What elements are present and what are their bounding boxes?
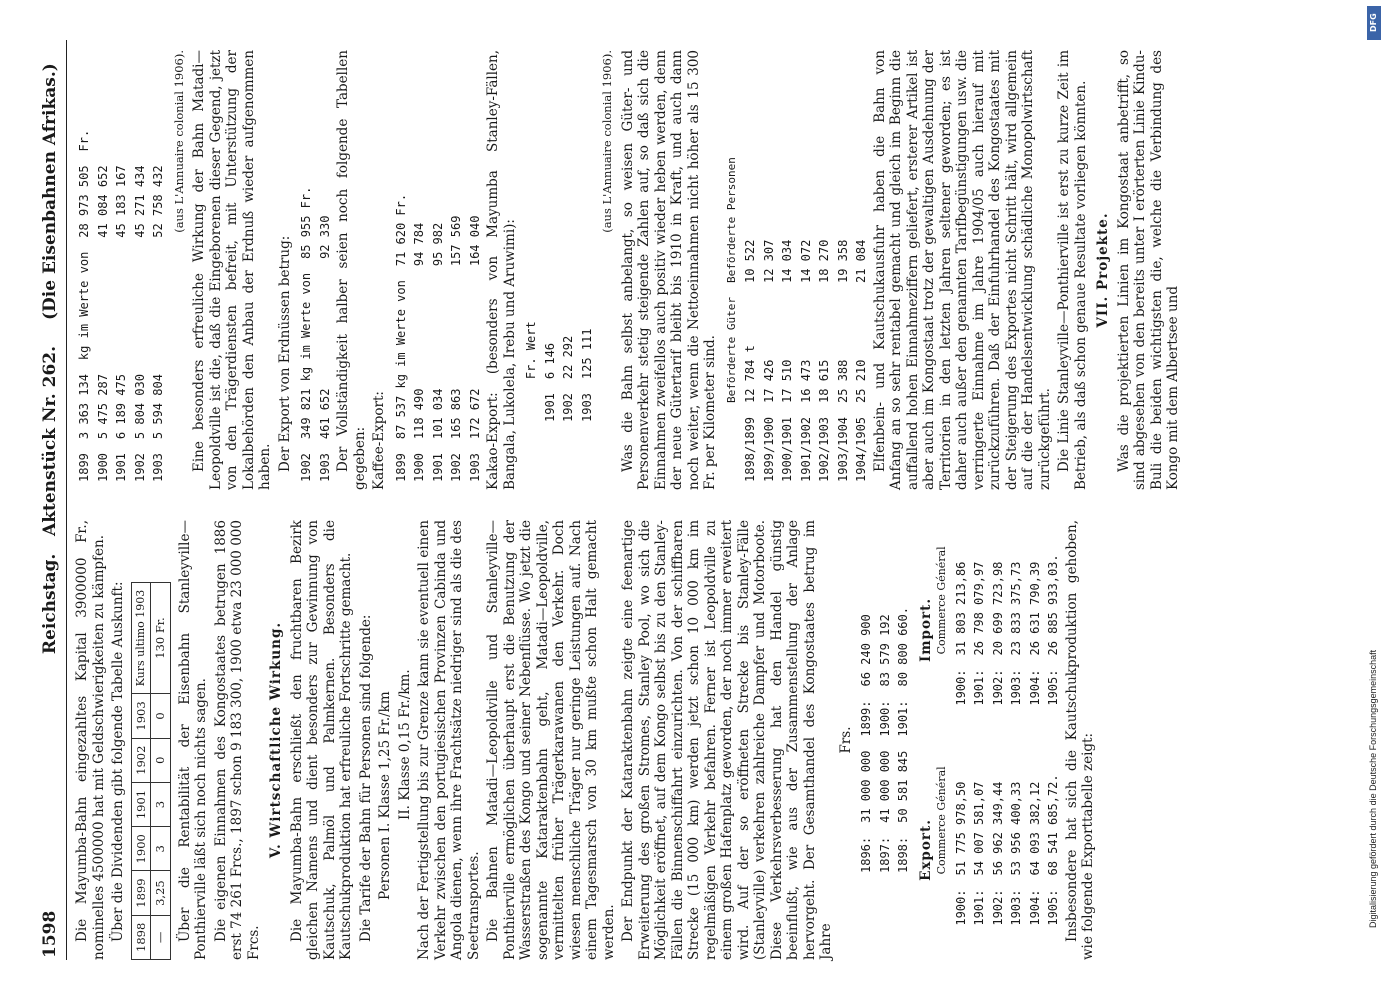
table-cell: 6 146 (542, 342, 557, 380)
table-row (990, 548, 1007, 711)
total-trade-table (856, 599, 914, 881)
table-cell: 23 833 375,73 (1009, 561, 1023, 656)
table-cell: 1900 (412, 453, 426, 482)
table-cell: kg im Werte von (77, 251, 91, 361)
table-cell: 1904/1905 (854, 416, 868, 482)
header-left: Reichstag. (40, 553, 60, 655)
export-heading: Export. (917, 819, 934, 881)
table-cell: 1899 (77, 453, 91, 482)
table-row (132, 124, 149, 488)
coffee-heading: Kaffee-Export: (371, 391, 387, 490)
dividend-year: 1900 (131, 827, 151, 871)
table-cell: 94 784 (412, 222, 426, 267)
table-row (95, 124, 112, 488)
digitization-credit: Digitalisierung gefördert durch die Deutsche Forschungsgemeinschaft (1368, 649, 1378, 928)
table-cell: 1898/1899 (743, 416, 757, 482)
table-cell: 1902: (990, 889, 1005, 926)
table-row (467, 188, 484, 488)
table-row (990, 768, 1007, 931)
table-cell (113, 124, 130, 158)
table-cell: 1902 (561, 393, 575, 422)
table-cell (95, 124, 112, 158)
table-row (895, 601, 912, 879)
table-cell: 64 093 382,12 (1027, 781, 1042, 876)
projects-paragraph: Was die projektierten Linien im Kongostaat anbetrifft, so sind abgesehen von den bereits unter I erörterten Linie Kindu-Buli die beiden wichtigsten die, welche die Verbindung des Kongo mit dem Albertsee und (1115, 50, 1181, 490)
table-row (761, 151, 778, 488)
table-row (1027, 768, 1044, 931)
table-cell: 157 569 (449, 215, 463, 267)
table-row (779, 151, 796, 488)
table-row (1045, 768, 1062, 931)
export-table (951, 766, 1064, 933)
table-cell: 1905: (1046, 889, 1060, 926)
header-right: (Die Eisenbahnen Afrikas.) (40, 63, 60, 320)
tariff-line: Personen I. Klasse 1,25 Fr./km (377, 691, 393, 900)
table-cell: 1903 (467, 453, 482, 482)
table-cell: 95 982 (430, 222, 445, 267)
table-row (953, 768, 970, 931)
table-row (953, 548, 970, 711)
table-cell: 1901 (114, 453, 128, 482)
table-cell: 56 962 349,44 (990, 781, 1005, 876)
table-cell: 1901 (542, 393, 557, 422)
table-row (1008, 768, 1025, 931)
table-cell: 1897: (877, 836, 892, 873)
table-cell: 1900: (953, 889, 968, 926)
table-cell: 1901: (972, 889, 986, 926)
table-cell: 1902/1903 (817, 416, 831, 482)
dividend-years-row (131, 582, 151, 959)
dividend-year: 1903 (131, 694, 151, 738)
table-cell: 1901: (896, 700, 910, 737)
left-column (74, 520, 1100, 960)
table-cell: 5 594 804 (151, 374, 165, 440)
table-row (411, 188, 428, 488)
rotated-document-page (40, 40, 1350, 960)
table-cell (150, 246, 167, 366)
section-vii-heading: VII. Projekte. (1095, 212, 1111, 328)
traffic-paragraph: Was die Bahn selbst anbelangt, so weisen Güter- und Personenverkehr stetig steigende Zahlen auf, so daß sich die Einnahmen zweifellos auch positiv wieder heben werden, denn der neue Gütertarif bleibt bis 1910 in Kraft, und auch dann noch weiter, wenn die Nettoeinnahmen nicht höher als 15 300 Fr. per Kilometer sind. (619, 50, 718, 490)
table-row (76, 124, 93, 488)
table-cell: 66 240 900 (859, 614, 873, 687)
table-cell: 12 784 t (743, 345, 757, 403)
table-cell: 1901 (430, 453, 445, 482)
table-row (858, 601, 875, 879)
table-cell: 45 183 167 (114, 165, 128, 238)
table-cell: 1899 (393, 453, 408, 482)
table-cell: 26 798 079,97 (972, 561, 986, 656)
table-cell: 17 510 (780, 359, 794, 403)
ivory-paragraph: Elfenbein- und Kautschukausfuhr haben die Bahn von Anfang an so sehr rentabel gemacht und gleich im Beginn die auffallend hohen Einnahmeziffern geliefert, ersterer Artikel ist aber auch im Kongostaat trotz der gewaltigen Ausdehnung der Territorien in den letzten Jahren seltener geworden; es ist daher auch außer den genannten Tarifbegünstigungen usw. die verringerte Einnahme im Jahre 1904/05 auch hierauf mit zurückzuführen. Daß der Einfuhrhandel des Kongostaates mit der Steigerung des Exportes nicht Schritt hält, wird allgemein auf die der Handelsentwicklung schädliche Monopolwirtschaft zurückgeführt. (871, 50, 1053, 490)
table-cell: 17 426 (761, 359, 776, 403)
table-row (971, 768, 988, 931)
table-cell: 92 330 (317, 215, 332, 259)
table-cell: 45 271 434 (132, 165, 147, 238)
dividend-value: — (151, 915, 171, 959)
table-row (560, 315, 577, 428)
table-cell: 83 579 192 (877, 614, 892, 687)
table-cell: 125 111 (579, 328, 594, 380)
peanut-intro: Der Export von Erdnüssen betrug: (276, 235, 293, 472)
table-cell: 68 541 685,72. (1046, 774, 1060, 876)
dividend-year: 1901 (131, 782, 151, 826)
header-center: Aktenstück Nr. 262. (40, 345, 60, 536)
intro-paragraph: Die Mayumba-Bahn eingezahltes Kapital 3900000 Fr., nominelles 4500000 hat mit Geldschwierigkeiten zu kämpfen. (74, 520, 107, 960)
table-cell: 1903 (151, 453, 165, 482)
section-v-paragraph: Der Endpunkt der Kataraktenbahn zeigte eine feenartige Erweiterung des großen Stromes, Stanley Pool, wo sich die Möglichkeit eröffnet, auf dem Kongo selbst bis zu den Stanley-Fällen die Binnenschiffahrt einzurichten. Von der schiffbaren Strecke (15 000 km) werden jetzt schon 10 000 km im regelmäßigen Verkehr befahren. Ferner ist Leopoldville zu einem großen Hafenplatz geworden, der noch immer erweitert wird. Auf der so eröffneten Strecke bis Stanley-Fälle (Stanleyville) verkehren zahlreiche Dampfer und Motorboote. Diese Verkehrsverbesserung hat den Handel günstig beeinflußt, wie aus der Zusammenstellung der Anlage hervorgeht. Der Gesamthandel des Kongostaates betrug im Jahre (620, 520, 834, 960)
section-v-paragraph: Die Mayumba-Bahn erschließt den fruchtbaren Bezirk gleichen Namens und dient besonders zur Gewinnung von Kautschuk, Palmöl und Palmkernen. Besonders die Kautschukproduktion hat erfreuliche Fortschritte gemacht. (288, 520, 354, 960)
table-cell: 1902 (132, 453, 147, 482)
peanut-table (296, 179, 335, 490)
table-cell: 1900/1901 (780, 416, 794, 482)
table-cell: 25 388 (835, 359, 850, 403)
table-cell: 1903 (579, 393, 594, 422)
table-cell: 31 000 000 (859, 750, 873, 823)
table-row (853, 151, 870, 488)
table-cell: 1898: (896, 836, 910, 873)
tariff-intro: Die Tarife der Bahn für Personen sind folgende: (357, 614, 374, 942)
table-cell: 1903: (1009, 889, 1023, 926)
import-table (951, 546, 1064, 713)
table-row (150, 124, 167, 488)
table-cell: Fr. (77, 129, 91, 152)
table-row (1027, 548, 1044, 711)
table-cell (132, 124, 149, 158)
table-cell: 31 803 213,86 (953, 561, 968, 656)
cocoa-source: (aus L'Annuaire colonial 1906). (600, 50, 614, 233)
table-cell: 52 758 432 (151, 165, 165, 238)
table-cell: 1900 (95, 453, 110, 482)
table-cell: 12 307 (761, 239, 776, 283)
table-row (393, 188, 410, 488)
table-cell: 1905: (1046, 669, 1060, 706)
table-row (816, 151, 833, 488)
table-cell: 54 007 581,07 (972, 781, 986, 876)
page-number: 1598 (40, 910, 60, 958)
table-cell: 1904: (1027, 669, 1042, 706)
table-cell: 1899: (859, 700, 873, 737)
section-v-paragraph: Nach der Fertigstellung bis zur Grenze kann sie eventuell einen Verkehr zwischen den portugiesischen Provinzen Cabinda und Angola dienen, wenn ihre Frachtsätze niedriger sind als die des Seetransportes. (416, 520, 482, 960)
table-cell: 118 490 (412, 388, 426, 440)
table-row (835, 151, 852, 488)
table-cell (724, 411, 741, 488)
dividend-value: 130 Fr. (151, 582, 171, 694)
table-cell: 1902: (990, 669, 1005, 706)
table-row (430, 188, 447, 488)
table-row (1008, 548, 1025, 711)
revenue-paragraph: Die eigenen Einnahmen des Kongostaates betrugen 1886 erst 74 261 Frcs., 1897 schon 9 183 300, 1900 etwa 23 000 000 Frcs. (212, 520, 262, 960)
table-cell: 80 800 660. (896, 607, 910, 687)
table-cell: 1902 (449, 453, 463, 482)
dividend-year: 1898 (131, 915, 151, 959)
dividend-value: 3 (151, 782, 171, 826)
export-col-head: Commerce Général (935, 766, 948, 875)
table-cell: 1903: (1009, 669, 1023, 706)
export-import-tables (918, 520, 1064, 960)
table-cell: 25 210 (854, 359, 868, 403)
table-cell: 22 292 (561, 335, 575, 380)
dividend-intro: Über die Dividenden gibt folgende Tabelle Auskunft: (110, 581, 126, 942)
table-cell: 21 084 (854, 239, 868, 283)
table-cell: 18 615 (817, 359, 831, 403)
table-cell: 14 072 (798, 239, 813, 283)
table-row (877, 601, 894, 879)
table-cell: 10 522 (743, 239, 757, 283)
table-cell (150, 124, 167, 158)
dividend-value: 3 (151, 827, 171, 871)
table-cell: 1901/1902 (798, 416, 813, 482)
export-block (918, 766, 1064, 933)
dividend-year: Kurs ultimo 1903 (131, 582, 151, 694)
dividend-value: 0 (151, 738, 171, 782)
table-cell: 1900: (877, 700, 892, 737)
table-cell: 26 631 790,39 (1027, 561, 1042, 656)
table-row (742, 151, 759, 488)
dividend-values-row (151, 582, 171, 959)
table-row (1045, 548, 1062, 711)
table-cell: Beförderte Personen (724, 157, 738, 283)
dividend-value: 0 (151, 694, 171, 738)
table-cell: 26 885 933,03. (1046, 554, 1060, 656)
cocoa-table (521, 313, 597, 430)
table-cell: 172 672 (467, 388, 482, 440)
table-cell: 41 084 652 (95, 165, 110, 238)
table-row (298, 181, 315, 488)
closing-paragraph: Insbesondere hat sich die Kautschukproduktion gehoben, wie folgende Exporttabelle zeigt: (1063, 520, 1096, 960)
running-header (40, 40, 67, 960)
table-cell: 101 034 (430, 388, 445, 440)
coffee-table (391, 186, 486, 490)
table-cell (95, 246, 112, 366)
table-cell: 1903 (317, 453, 332, 482)
table-cell: 1900: (953, 669, 968, 706)
stanleyville-paragraph: Die Linie Stanleyville—Ponthierville ist erst zu kurze Zeit im Betrieb, als daß schon genaue Resultate vorliegen könnten. (1056, 50, 1089, 490)
table-cell: 6 189 475 (114, 374, 128, 440)
import-heading: Import. (917, 597, 934, 663)
table-cell: 14 034 (780, 239, 794, 283)
table-cell: 1904: (1027, 889, 1042, 926)
table-cell: 1901: (972, 669, 986, 706)
import-col-head: Commerce Général (935, 546, 948, 655)
dividend-value: 3,25 (151, 871, 171, 915)
table-cell (113, 246, 130, 366)
rentability-paragraph: Über die Rentabilität der Eisenbahn Stanleyville—Ponthierville läßt sich noch nichts sagen. (176, 520, 209, 960)
table-cell: 41 000 000 (877, 750, 892, 823)
tariff-line: II. Klasse 0,15 Fr./km. (396, 669, 413, 820)
table-cell: 71 620 Fr. (393, 193, 408, 267)
section-v-paragraph: Die Bahnen Matadi—Leopoldville und Stanleyville—Ponthierville ermöglichen überhaupt erst die Benutzung der Wasserstraßen des Kongo und seiner Nebenflüsse. Wo jetzt die sogenannte Kataraktenbahn geht, Matadi—Leopoldville, vermittelten früher Trägerkarawanen den Verkehr. Doch wiesen menschliche Träger nur geringe Leistungen auf. Nach einem Tagesmarsch von 30 km mußte schon Halt gemacht werden. (485, 520, 617, 960)
table-cell: 165 863 (449, 388, 463, 440)
table-cell: 19 358 (835, 239, 850, 283)
table-cell: 5 475 287 (95, 374, 110, 440)
dividend-table (131, 582, 171, 960)
table-cell: 50 581 845 (896, 750, 910, 823)
table-cell: 3 363 134 (77, 374, 91, 440)
table-cell (132, 246, 149, 366)
tables-intro: Der Vollständigkeit halber seien noch folgende Tabellen gegeben: (335, 50, 368, 490)
table-row (317, 181, 334, 488)
section-v-heading: V. Wirtschaftliche Wirkung. (268, 621, 284, 859)
table-row (523, 315, 540, 428)
table-cell: 164 040 (467, 215, 482, 267)
table-cell: 53 956 400,33 (1009, 781, 1023, 876)
table-cell: 85 955 Fr. (299, 186, 313, 259)
table-cell: Beförderte Güter (724, 297, 738, 403)
table-row (542, 315, 559, 428)
table-cell: 28 973 505 (77, 165, 91, 238)
table-row (579, 315, 596, 428)
import-block (918, 546, 1064, 713)
rubber-source: (aus L'Annuaire colonial 1906). (171, 50, 186, 233)
table-cell: 20 699 723,98 (990, 561, 1005, 656)
table-cell: 1903/1904 (835, 416, 850, 482)
table-cell (523, 387, 540, 428)
dfg-logo: DFG (1367, 6, 1381, 40)
table-cell: 87 537 kg im Werte von (393, 280, 408, 440)
table-cell: 51 775 978,50 (953, 781, 968, 876)
dividend-year: 1902 (131, 738, 151, 782)
table-cell: 1896: (859, 836, 873, 873)
dividend-year: 1899 (131, 871, 151, 915)
table-row (971, 548, 988, 711)
table-cell: 5 804 030 (132, 374, 147, 440)
trade-unit: Frs. (837, 726, 854, 754)
table-row (724, 151, 741, 488)
table-cell: 1899/1900 (761, 416, 776, 482)
peanut-paragraph: Eine besonders erfreuliche Wirkung der Bahn Matadi—Leopoldville ist die, daß die Eingeborenen dieser Gegend, jetzt von den Trägerdiensten befreit, mit Unterstützung der Lokalbehörden den Anbau der Erdnuß wieder aufgenommen haben. (191, 50, 273, 490)
table-cell: Fr. Wert (524, 321, 538, 380)
rubber-export-table (74, 122, 169, 490)
table-cell: 349 821 kg im Werte von (299, 272, 313, 440)
table-row (798, 151, 815, 488)
cocoa-intro: Kakao-Export: (besonders von Mayumba Stanley-Fällen, Bangala, Lukolela, Irebu und Aruwimi): (485, 50, 518, 490)
table-cell: 461 652 (317, 388, 332, 440)
traffic-table (722, 149, 872, 490)
table-row (113, 124, 130, 488)
right-column (74, 50, 1185, 490)
table-cell: 1902 (299, 453, 313, 482)
table-cell: 18 270 (817, 239, 831, 283)
table-cell: 16 473 (798, 359, 813, 403)
table-row (448, 188, 465, 488)
